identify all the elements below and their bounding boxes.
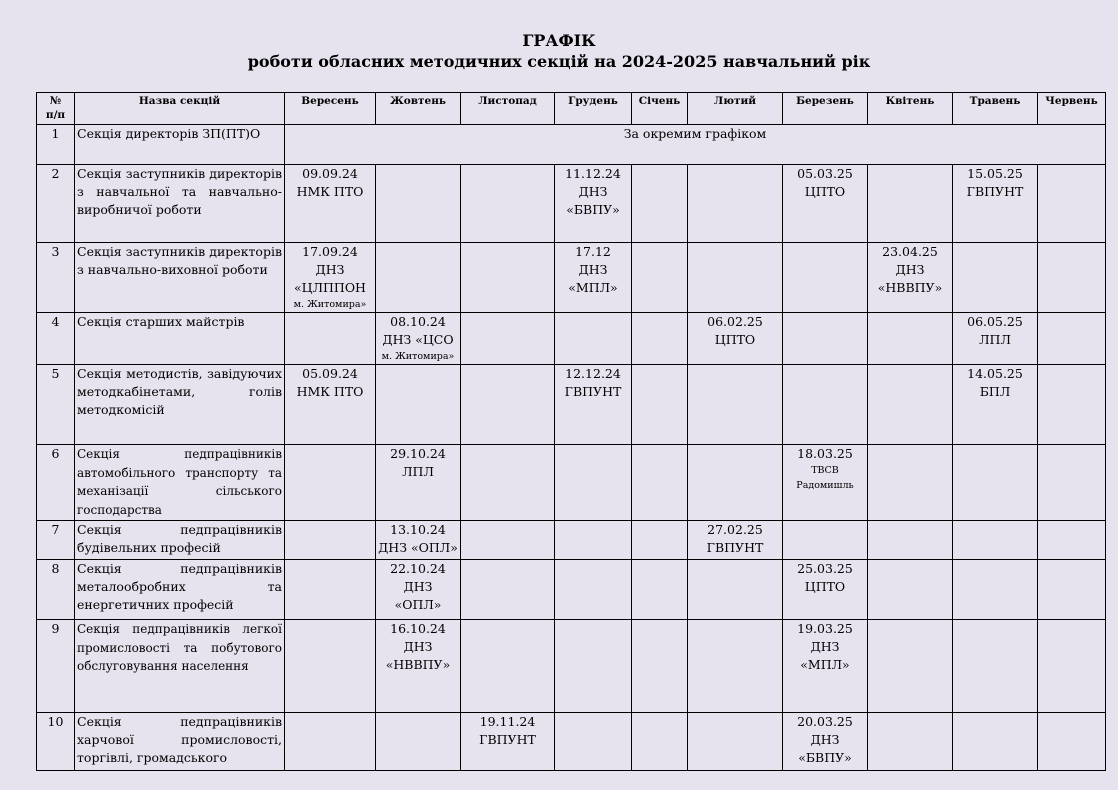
header-month-oct: Жовтень [376,93,461,125]
schedule-cell-sep [285,620,376,713]
schedule-cell-dec [555,365,632,445]
schedule-cell-feb [688,713,783,771]
event-date: 22.10.24 [390,561,446,576]
header-num-sub: п/п [45,109,66,121]
schedule-cell-feb [688,365,783,445]
event-place: ЦПТО [804,579,846,594]
event-place: «ЦЛППОН [294,280,366,295]
event-date: 27.02.25 [707,522,763,537]
schedule-cell-nov [461,713,555,771]
row-number: 8 [37,560,75,620]
event-date: 06.05.25 [967,314,1023,329]
table-row [37,445,1106,521]
event-place: ДНЗ «ОПЛ» [378,540,458,555]
schedule-cell-jun [1038,560,1106,620]
section-name: Секція педпрацівників автомобільного транспорту та механізації сільського господарства [75,445,285,521]
event-date: 12.12.24 [565,366,621,381]
row-number: 2 [37,165,75,243]
event-date: 29.10.24 [390,446,446,461]
section-name: Секція педпрацівників легкої промисловості та побутового обслуговування населення [75,620,285,713]
schedule-cell-may [953,445,1038,521]
header-month-feb: Лютий [688,93,783,125]
event-place: ДНЗ [578,262,608,277]
header-num-label: № [49,95,62,107]
schedule-cell-jan [632,365,688,445]
schedule-cell-feb [688,521,783,560]
event-place: м. Житомира» [293,299,367,310]
table-row [37,620,1106,713]
header-month-mar: Березень [783,93,868,125]
event-place: «БВПУ» [566,202,620,217]
event-date: 17.12 [575,244,611,259]
event-date: 08.10.24 [390,314,446,329]
section-name: Секція педпрацівників будівельних професій [75,521,285,560]
event-place: ДНЗ [810,732,840,747]
schedule-cell-jan [632,620,688,713]
header-name: Назва секцій [75,93,285,125]
schedule-cell-jun [1038,313,1106,365]
schedule-cell-mar [783,521,868,560]
event-date: 16.10.24 [390,621,446,636]
schedule-cell-jun [1038,713,1106,771]
schedule-cell-nov [461,445,555,521]
schedule-cell-dec [555,313,632,365]
schedule-cell-jan [632,313,688,365]
row-number: 4 [37,313,75,365]
event-place: ГВПУНТ [966,184,1024,199]
schedule-cell-feb [688,560,783,620]
header-month-jun: Червень [1038,93,1106,125]
schedule-cell-oct [376,445,461,521]
schedule-cell-may [953,521,1038,560]
event-place: ДНЗ [403,639,433,654]
schedule-cell-apr [868,713,953,771]
schedule-cell-jan [632,445,688,521]
schedule-cell-jun [1038,365,1106,445]
schedule-cell-mar [783,165,868,243]
schedule-cell-sep [285,713,376,771]
row-number: 6 [37,445,75,521]
header-month-apr: Квітень [868,93,953,125]
event-place: ЛПЛ [979,332,1011,347]
schedule-cell-feb [688,243,783,313]
schedule-cell-dec [555,243,632,313]
table-row [37,521,1106,560]
table-row [37,560,1106,620]
schedule-cell-feb [688,620,783,713]
schedule-cell-sep [285,560,376,620]
schedule-cell-jan [632,165,688,243]
schedule-cell-jun [1038,243,1106,313]
event-date: 05.09.24 [302,366,358,381]
document-title [0,30,1118,72]
schedule-cell-apr [868,620,953,713]
schedule-cell-jan [632,713,688,771]
schedule-cell-oct [376,313,461,365]
schedule-cell-sep [285,313,376,365]
section-name: Секція заступників директорів з навчальної та навчально-виробничої роботи [75,165,285,243]
row-number: 7 [37,521,75,560]
schedule-cell-may [953,713,1038,771]
schedule-table [36,92,1106,771]
schedule-cell-mar [783,365,868,445]
title-heading: ГРАФІК [522,31,596,50]
schedule-cell-nov [461,365,555,445]
schedule-cell-apr [868,445,953,521]
schedule-cell-sep [285,445,376,521]
schedule-cell-may [953,365,1038,445]
schedule-cell-oct [376,713,461,771]
event-place: Радомишль [796,480,854,491]
schedule-cell-dec [555,521,632,560]
event-date: 05.03.25 [797,166,853,181]
event-date: 11.12.24 [565,166,621,181]
schedule-cell-apr [868,560,953,620]
schedule-cell-mar [783,243,868,313]
table-row [37,165,1106,243]
section-name: Секція педпрацівників металообробних та енергетичних професій [75,560,285,620]
schedule-cell-mar [783,560,868,620]
schedule-cell-feb [688,165,783,243]
row-number: 5 [37,365,75,445]
schedule-cell-nov [461,521,555,560]
schedule-cell-apr [868,243,953,313]
schedule-cell-nov [461,620,555,713]
table-row [37,125,1106,165]
event-place: ДНЗ «ЦСО [382,332,454,347]
schedule-cell-jan [632,560,688,620]
title-subheading: роботи обласних методичних секцій на 2024-2025 навчальний рік [247,52,871,71]
table-row [37,713,1106,771]
header-month-may: Травень [953,93,1038,125]
schedule-cell-sep [285,165,376,243]
event-place: ДНЗ [810,639,840,654]
header-month-jan: Січень [632,93,688,125]
schedule-cell-mar [783,713,868,771]
event-place: м. Житомира» [381,351,455,362]
event-place: БПЛ [979,384,1011,399]
section-name: Секція педпрацівників харчової промисловості, торгівлі, громадського [75,713,285,771]
event-place: ДНЗ [578,184,608,199]
table-row [37,313,1106,365]
schedule-cell-dec [555,445,632,521]
section-name: Секція старших майстрів [75,313,285,365]
schedule-cell-oct [376,243,461,313]
table-header-row [37,93,1106,125]
event-place: ГВПУНТ [706,540,764,555]
event-date: 06.02.25 [707,314,763,329]
schedule-cell-apr [868,313,953,365]
event-date: 09.09.24 [302,166,358,181]
schedule-cell-jun [1038,165,1106,243]
event-place: НМК ПТО [296,184,364,199]
schedule-cell-nov [461,560,555,620]
event-place: «БВПУ» [798,750,852,765]
event-place: ЦПТО [804,184,846,199]
schedule-cell-oct [376,620,461,713]
event-place: «МПЛ» [568,280,618,295]
schedule-cell-apr [868,165,953,243]
event-place: «НВВПУ» [877,280,943,295]
event-date: 17.09.24 [302,244,358,259]
event-place: ЦПТО [714,332,756,347]
row-number: 3 [37,243,75,313]
schedule-cell-mar [783,313,868,365]
event-place: «НВВПУ» [385,657,451,672]
event-place: ТВСВ [811,465,839,476]
schedule-cell-feb [688,445,783,521]
schedule-cell-may [953,243,1038,313]
event-place: ЛПЛ [402,464,434,479]
schedule-cell-feb [688,313,783,365]
event-place: «ОПЛ» [394,597,442,612]
schedule-cell-nov [461,243,555,313]
table-row [37,243,1106,313]
schedule-cell-sep [285,365,376,445]
header-month-sep: Вересень [285,93,376,125]
schedule-cell-oct [376,365,461,445]
schedule-cell-jan [632,243,688,313]
event-place: ДНЗ [315,262,345,277]
event-date: 25.03.25 [797,561,853,576]
schedule-cell-oct [376,165,461,243]
header-month-nov: Листопад [461,93,555,125]
event-place: ДНЗ [403,579,433,594]
event-date: 15.05.25 [967,166,1023,181]
schedule-cell-may [953,620,1038,713]
schedule-cell-may [953,560,1038,620]
schedule-cell-dec [555,620,632,713]
event-place: ГВПУНТ [479,732,536,747]
schedule-cell-apr [868,365,953,445]
separate-schedule-note: За окремим графіком [285,125,1106,165]
schedule-cell-dec [555,560,632,620]
table-row [37,365,1106,445]
section-name: Секція заступників директорів з навчально-виховної роботи [75,243,285,313]
event-date: 23.04.25 [882,244,938,259]
event-place: ГВПУНТ [564,384,622,399]
event-date: 20.03.25 [797,714,853,729]
event-place: НМК ПТО [296,384,364,399]
schedule-cell-sep [285,243,376,313]
row-number: 10 [37,713,75,771]
schedule-cell-nov [461,165,555,243]
schedule-cell-jan [632,521,688,560]
event-date: 18.03.25 [797,446,853,461]
schedule-cell-mar [783,445,868,521]
event-date: 14.05.25 [967,366,1023,381]
header-num [37,93,75,125]
schedule-cell-nov [461,313,555,365]
schedule-cell-may [953,165,1038,243]
schedule-cell-oct [376,560,461,620]
schedule-cell-apr [868,521,953,560]
event-date: 13.10.24 [390,522,446,537]
schedule-cell-may [953,313,1038,365]
schedule-cell-sep [285,521,376,560]
event-place: «МПЛ» [800,657,850,672]
schedule-cell-jun [1038,521,1106,560]
schedule-cell-mar [783,620,868,713]
header-month-dec: Грудень [555,93,632,125]
section-name: Секція директорів ЗП(ПТ)О [75,125,285,165]
schedule-cell-jun [1038,620,1106,713]
schedule-cell-jun [1038,445,1106,521]
section-name: Секція методистів, завідуючих методкабінетами, голів методкомісій [75,365,285,445]
schedule-cell-dec [555,165,632,243]
row-number: 1 [37,125,75,165]
row-number: 9 [37,620,75,713]
event-place: ДНЗ [895,262,925,277]
event-date: 19.03.25 [797,621,853,636]
event-date: 19.11.24 [479,714,536,729]
schedule-cell-dec [555,713,632,771]
schedule-cell-oct [376,521,461,560]
